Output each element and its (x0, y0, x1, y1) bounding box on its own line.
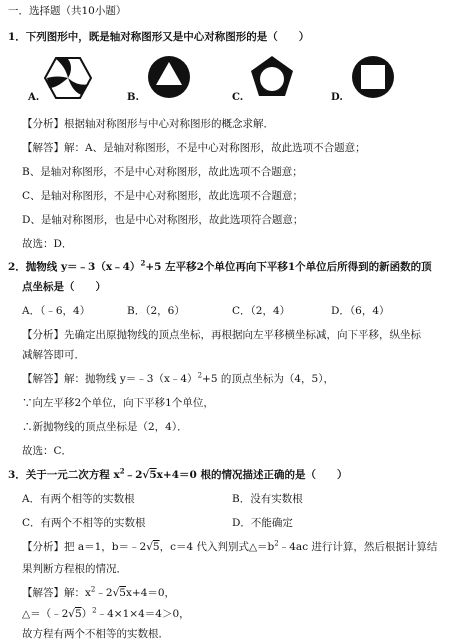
q2-analysis-line2: 减解答即可． (22, 349, 85, 361)
question-2-stem-line2: 点坐标是（ ） (22, 281, 106, 293)
q3-analysis-line1 (22, 540, 437, 554)
q3-solution-line2 (22, 607, 190, 621)
q3-stem-part2: ﹣2 (124, 469, 143, 481)
q2-option-b: B．（2，6） (127, 305, 185, 317)
q3-solution-sqrt2: 5 (74, 608, 82, 620)
q1-answer: 故选：D． (22, 238, 73, 250)
q3-solution-part2: ﹣2 (95, 587, 113, 599)
q3-solution-part5: ） (81, 608, 93, 620)
sqrt-icon: √ (68, 608, 75, 620)
q3-solution-part6: ﹣4×1×4＝4＞0， (96, 608, 190, 620)
q3-solution-part1: 【解答】解：x (22, 587, 91, 599)
q2-solution-line2: ∵向左平移2个单位，向下平移1个单位， (22, 397, 214, 409)
circle-triangle-figure (146, 54, 192, 100)
q2-option-a: A．（﹣6，4） (22, 305, 91, 317)
sqrt-icon: √ (146, 541, 153, 553)
q2-stem-exponent: 2 (140, 258, 146, 268)
q2-option-d: D．（6，4） (331, 305, 390, 317)
q3-option-d: D．不能确定 (232, 517, 293, 529)
q3-analysis-part2: ，c＝4 代入判别式△＝b (159, 541, 275, 553)
q3-solution-line1 (22, 586, 175, 600)
q3-analysis-part1: 【分析】把 a＝1，b＝﹣2 (22, 541, 147, 553)
q2-stem-part2: +5 左平移2个单位再向下平移1个单位后所得到的新函数的顶 (145, 261, 432, 273)
q1-option-c: C. (232, 92, 244, 103)
q2-stem-part1: 2．抛物线 y＝﹣3（x﹣4） (8, 261, 141, 273)
q2-option-c: C．（2，4） (232, 305, 291, 317)
sqrt-icon: √ (142, 469, 150, 481)
q2-solution-part1: 【解答】解：抛物线 y＝﹣3（x﹣4） (22, 373, 198, 385)
q3-option-a: A．有两个相等的实数根 (22, 493, 135, 505)
q3-analysis-part3: ﹣4ac 进行计算，然后根据计算结 (278, 541, 438, 553)
q2-analysis-line1: 【分析】先确定出原抛物线的顶点坐标，再根据向左平移横坐标减，向下平移，纵坐标 (22, 329, 421, 341)
q3-solution-part4: △＝（﹣2 (22, 608, 69, 620)
q1-solution-c: C、是轴对称图形，不是中心对称图形，故此选项不合题意； (22, 190, 304, 202)
question-2-stem (8, 260, 432, 274)
q3-solution-exponent2: 2 (92, 606, 97, 615)
circle-square-figure (350, 54, 396, 100)
q3-solution-exponent1: 2 (90, 585, 96, 594)
q1-option-d: D. (331, 92, 343, 103)
hexagon-propeller-figure (44, 56, 92, 100)
q3-stem-sqrt: 5 (149, 469, 157, 481)
q2-solution-exponent: 2 (197, 371, 203, 380)
q1-option-a: A. (28, 92, 40, 103)
q1-solution-d: D、是轴对称图形，也是中心对称图形，故此选项符合题意； (22, 214, 304, 226)
q3-solution-sqrt1: 5 (119, 587, 126, 599)
q2-answer: 故选：C． (22, 445, 73, 457)
sqrt-icon: √ (112, 587, 120, 599)
q1-solution-b: B、是轴对称图形，不是中心对称图形，故此选项不合题意； (22, 166, 303, 178)
question-3-stem (8, 468, 347, 482)
q3-stem-exponent: 2 (119, 466, 125, 476)
q3-option-b: B．没有实数根 (232, 493, 303, 505)
q3-solution-line3: 故方程有两个不相等的实数根． (22, 628, 169, 640)
q1-analysis: 【分析】根据轴对称图形与中心对称图形的概念求解． (22, 118, 274, 130)
q2-solution-part2: +5 的顶点坐标为（4，5）， (202, 373, 334, 385)
q3-analysis-line2: 果判断方程根的情况． (22, 563, 127, 575)
q3-stem-part1: 3．关于一元二次方程 x (8, 469, 120, 481)
q2-solution-line1 (22, 372, 334, 386)
question-1-stem: 1．下列图形中，既是轴对称图形又是中心对称图形的是（ ） (8, 31, 310, 43)
q3-analysis-exponent: 2 (274, 539, 279, 548)
q3-stem-part3: x+4＝0 根的情况描述正确的是（ ） (156, 469, 348, 481)
q1-solution-a: 【解答】解：A、是轴对称图形，不是中心对称图形，故此选项不合题意； (22, 142, 366, 154)
pentagon-circle-figure (249, 54, 295, 100)
q3-analysis-sqrt: 5 (152, 541, 160, 553)
q3-solution-part3: x+4＝0， (125, 587, 176, 599)
q2-solution-line3: ∴新抛物线的顶点坐标是（2，4）． (22, 421, 188, 433)
section-title: 一．选择题（共10小题） (8, 5, 127, 17)
q1-option-b: B. (127, 92, 139, 103)
q3-option-c: C．有两个不相等的实数根 (22, 517, 146, 529)
